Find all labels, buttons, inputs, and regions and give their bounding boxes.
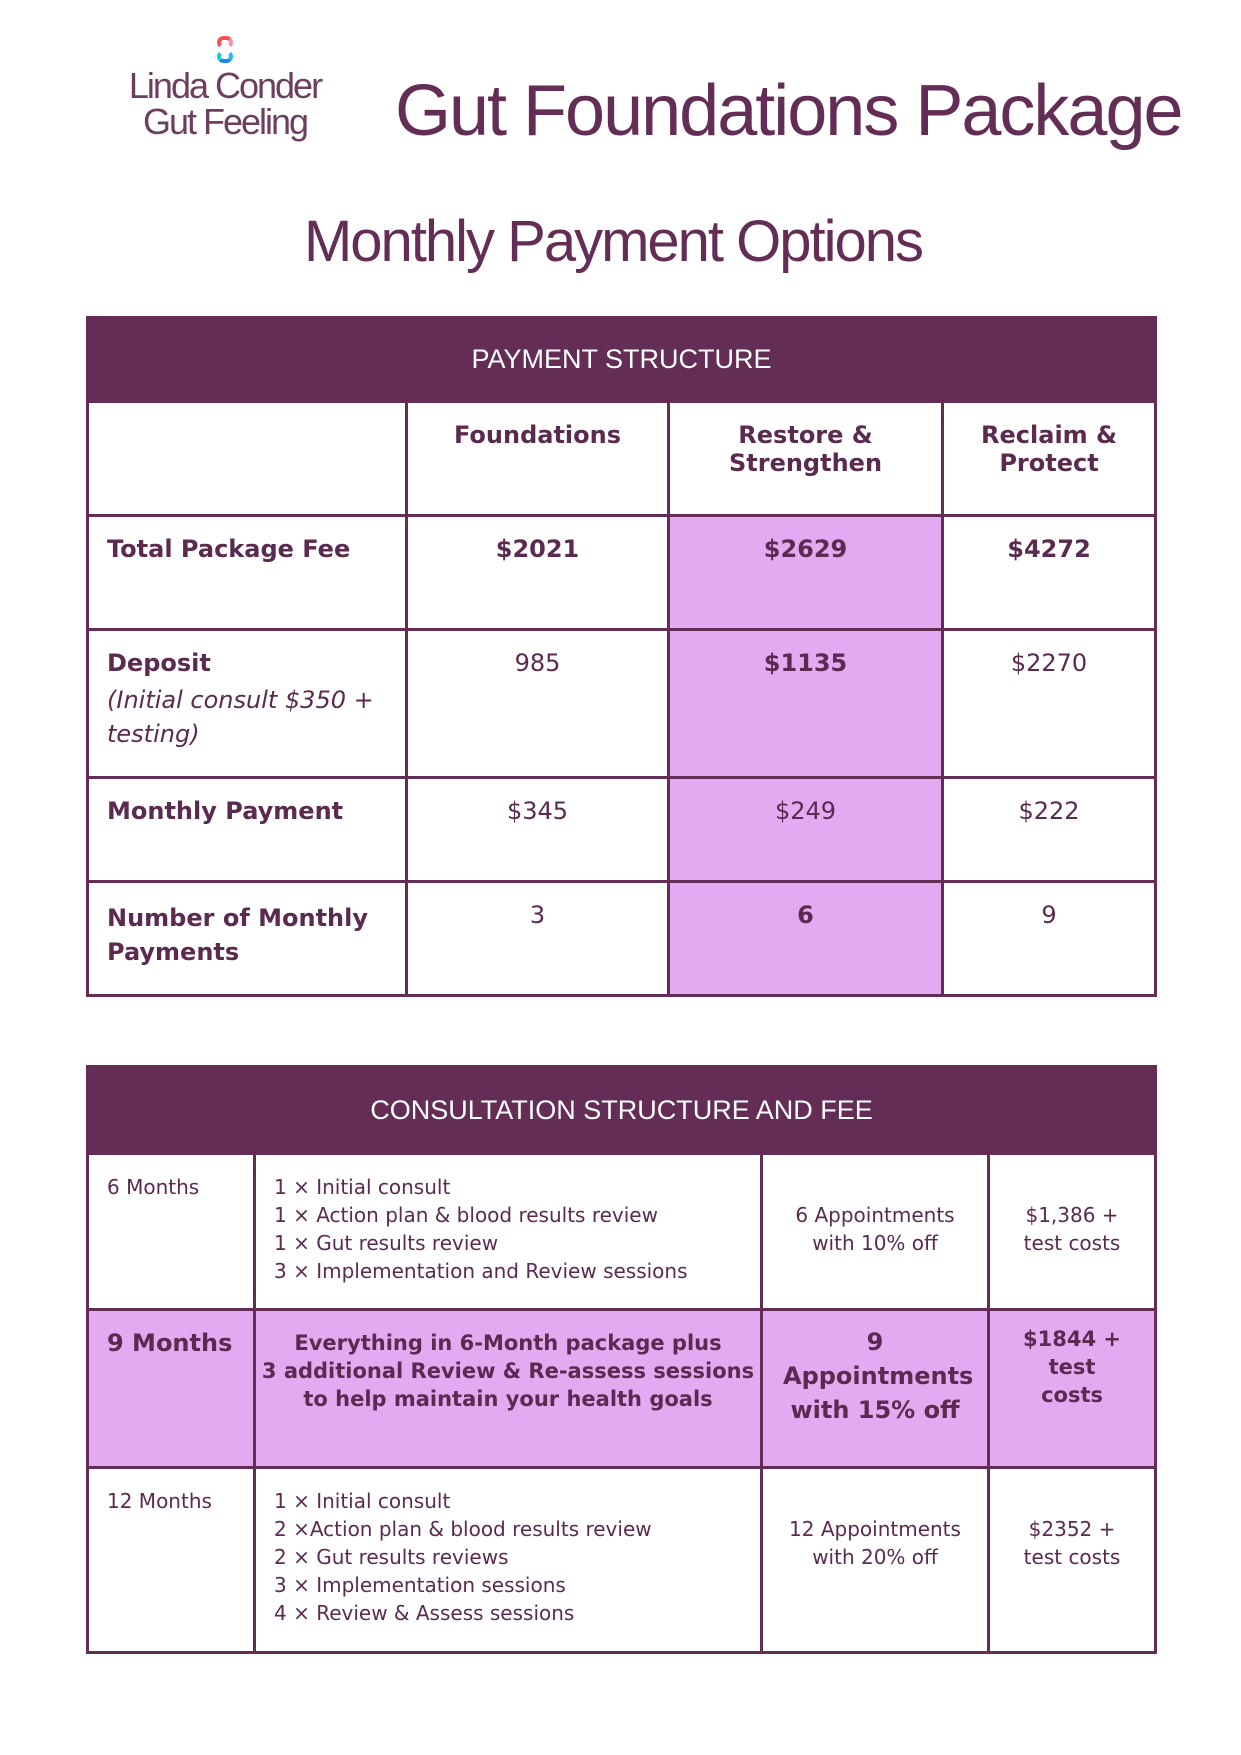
appointments: 9 Appointments with 15% off [762, 1310, 989, 1468]
table-row [88, 882, 1156, 996]
appointments: 12 Appointments with 20% off [762, 1468, 989, 1653]
consultation-table [86, 1065, 1157, 1654]
logo [110, 36, 340, 140]
cell-value: $345 [407, 778, 669, 882]
fee: $1844 + test costs [989, 1310, 1156, 1468]
table-row [88, 516, 1156, 630]
items-list [255, 1310, 762, 1468]
logo-line2: Gut Feeling [142, 101, 308, 142]
items-list [255, 1154, 762, 1310]
term: 9 Months [88, 1310, 255, 1468]
list-item: 3 × Implementation and Review sessions [274, 1259, 688, 1283]
cell-value: 3 [407, 882, 669, 996]
appointments: 6 Appointments with 10% off [762, 1154, 989, 1310]
cell-value: 6 [669, 882, 943, 996]
column-header: Restore & Strengthen [669, 402, 943, 516]
payment-structure-table [86, 316, 1157, 997]
list-item: 2 ×Action plan & blood results review [274, 1517, 652, 1541]
cell-value: 9 [943, 882, 1156, 996]
cell-value: $1135 [669, 630, 943, 778]
cell-value: $222 [943, 778, 1156, 882]
items-list [255, 1468, 762, 1653]
table-row [88, 1468, 1156, 1653]
cell-value: 985 [407, 630, 669, 778]
list-item: to help maintain your health goals [303, 1387, 713, 1411]
row-label [88, 630, 407, 778]
row-label: Monthly Payment [88, 778, 407, 882]
cell-value: $4272 [943, 516, 1156, 630]
cell-value: $2270 [943, 630, 1156, 778]
cell-value: $2021 [407, 516, 669, 630]
table-row [88, 1154, 1156, 1310]
page-subtitle: Monthly Payment Options [303, 209, 923, 274]
term: 6 Months [88, 1154, 255, 1310]
list-item: 1 × Initial consult [274, 1175, 451, 1199]
list-item: 3 additional Review & Re-assess sessions [261, 1359, 755, 1383]
list-item: 1 × Gut results review [274, 1231, 499, 1255]
column-header: Reclaim & Protect [943, 402, 1156, 516]
list-item: 3 × Implementation sessions [274, 1573, 566, 1597]
row-note: (Initial consult $350 + testing) [107, 686, 374, 748]
table-row [88, 778, 1156, 882]
row-label: Number of Monthly Payments [88, 882, 407, 996]
empty-cell [88, 402, 407, 516]
cell-value: $2629 [669, 516, 943, 630]
list-item: 1 × Initial consult [274, 1489, 451, 1513]
list-item: 4 × Review & Assess sessions [274, 1601, 575, 1625]
table-row [88, 1310, 1156, 1468]
term: 12 Months [88, 1468, 255, 1653]
list-item: 1 × Action plan & blood results review [274, 1203, 658, 1227]
page-title: Gut Foundations Package [395, 71, 1182, 151]
list-item: Everything in 6-Month package plus [294, 1331, 722, 1355]
logo-mark-icon [214, 36, 236, 64]
table-row [88, 630, 1156, 778]
logo-line1: Linda Conder [128, 65, 322, 106]
cell-value: $249 [669, 778, 943, 882]
list-item: 2 × Gut results reviews [274, 1545, 509, 1569]
fee: $2352 + test costs [989, 1468, 1156, 1653]
consultation-header: CONSULTATION STRUCTURE AND FEE [88, 1067, 1156, 1154]
fee: $1,386 + test costs [989, 1154, 1156, 1310]
row-label: Total Package Fee [88, 516, 407, 630]
payment-structure-header: PAYMENT STRUCTURE [88, 318, 1156, 402]
column-header: Foundations [407, 402, 669, 516]
row-label-text: Deposit [107, 649, 211, 677]
